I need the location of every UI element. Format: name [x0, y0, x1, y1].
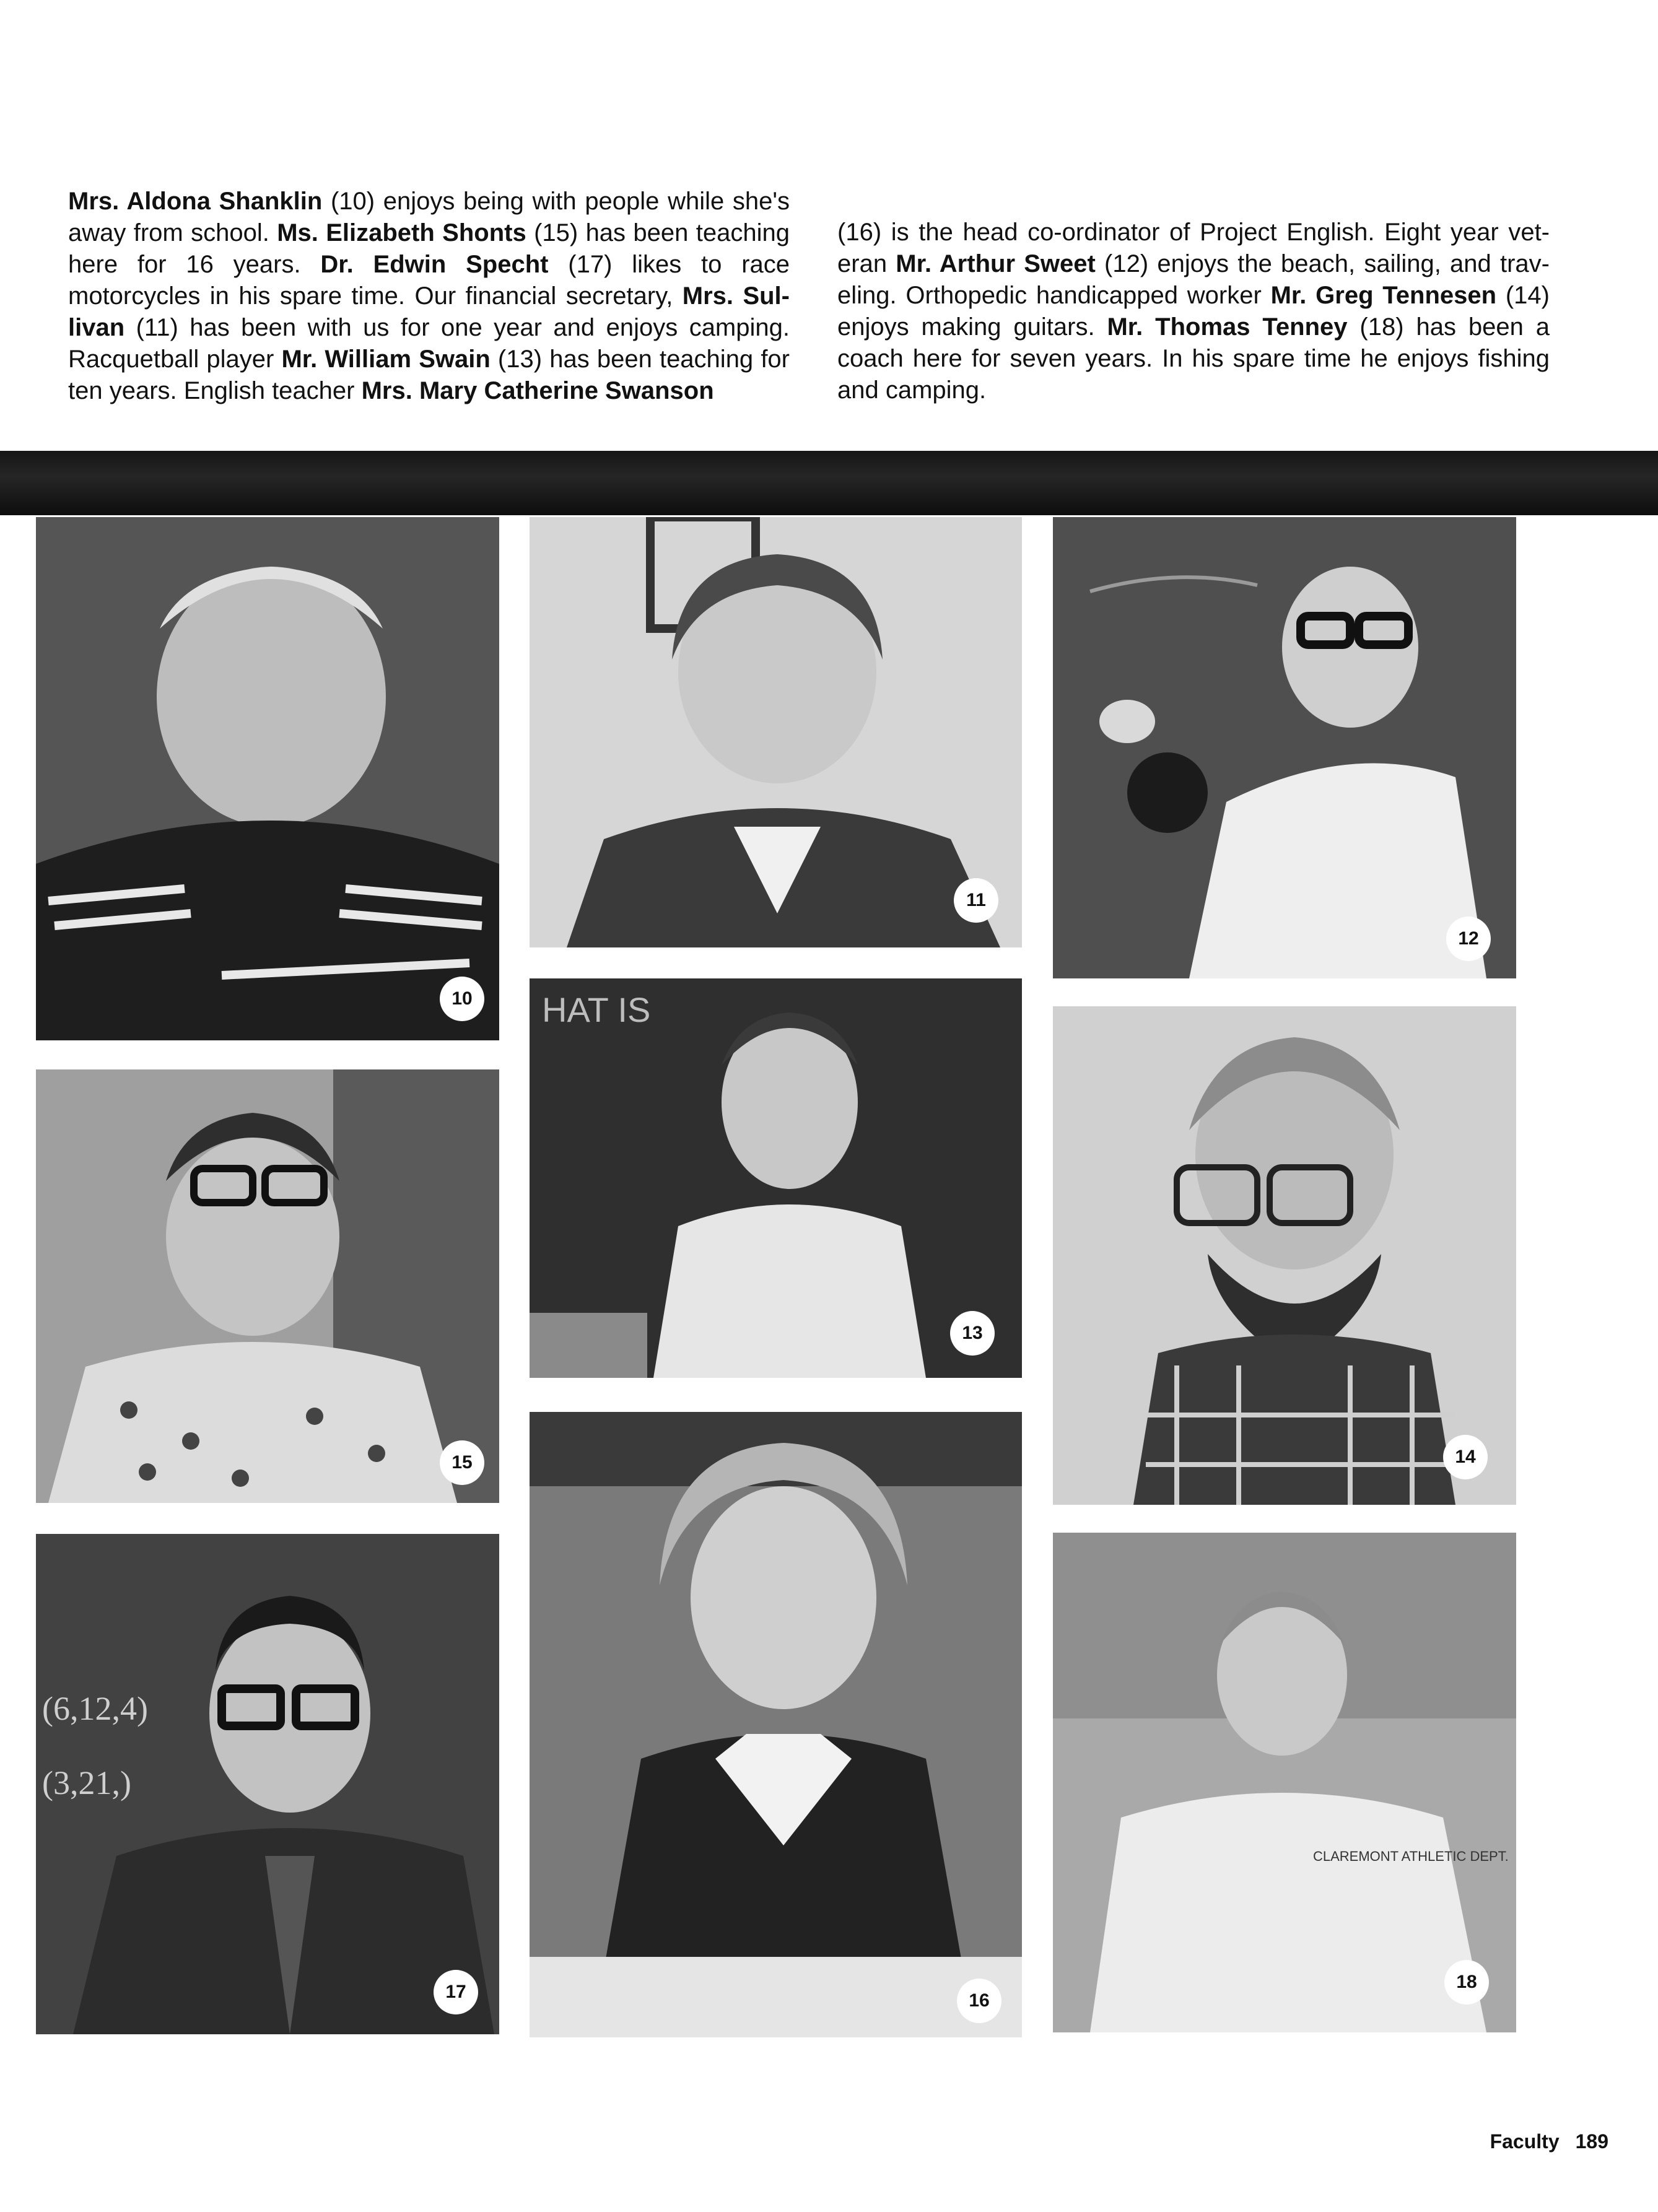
photo-number-badge: 10	[440, 977, 484, 1021]
svg-text:HAT IS: HAT IS	[542, 990, 651, 1029]
caption-text: (13) has been teaching for ten years. English teacher	[68, 346, 790, 404]
caption-name: Mr. Arthur Sweet	[896, 250, 1096, 277]
portrait-man-white-shirt	[530, 978, 1022, 1378]
svg-text:(3,21,): (3,21,)	[42, 1764, 131, 1801]
portrait-man-with-ball	[1053, 517, 1516, 978]
black-divider-band	[0, 451, 1658, 515]
caption-text: (16) is the head co-ordinator of Project English. Eight year vet- eran	[837, 219, 1550, 277]
caption-text: (11) has been with us for one year and enjoys camping. Racquetball player	[68, 314, 790, 373]
photo-number-badge: 13	[950, 1311, 995, 1356]
page-footer	[1474, 2130, 1608, 2153]
caption-left-column	[68, 186, 790, 407]
photo-15	[36, 1069, 499, 1503]
caption-right-column	[837, 217, 1550, 406]
caption-name: Mr. Thomas Tenney	[1107, 313, 1348, 341]
photo-number-badge: 11	[954, 878, 998, 923]
caption-name: Ms. Elizabeth Shonts	[277, 219, 526, 246]
portrait-man-glasses-plaid-jacket	[36, 1534, 499, 2034]
photo-number-badge: 15	[440, 1440, 484, 1485]
portrait-bearded-man-plaid	[1053, 1006, 1516, 1505]
page-number: 189	[1575, 2130, 1608, 2153]
portrait-coach-polo-shirt	[1053, 1533, 1516, 2032]
portrait-woman-floral-blouse	[530, 517, 1022, 947]
photo-11	[530, 517, 1022, 947]
photo-14	[1053, 1006, 1516, 1505]
caption-name: Mrs. Aldona Shanklin	[68, 188, 323, 215]
photo-18	[1053, 1533, 1516, 2032]
caption-text: (12) enjoys the beach, sailing, and trav- eling. Orthopedic handicapped worker	[837, 250, 1550, 309]
caption-name: Mrs. Sul- livan	[68, 282, 790, 341]
caption-text: (18) has been a coach here for seven years. In his spare time he enjoys fishing and camping.	[837, 313, 1550, 404]
photo-12	[1053, 517, 1516, 978]
caption-text: (17) likes to race motorcycles in his spare time. Our financial secretary,	[68, 251, 790, 310]
caption-name: Dr. Edwin Specht	[320, 251, 549, 278]
photo-13	[530, 978, 1022, 1378]
caption-text: (15) has been teaching here for 16 years.	[68, 219, 790, 278]
photo-number-badge: 16	[957, 1979, 1001, 2023]
photo-17	[36, 1534, 499, 2034]
caption-text: (14) enjoys making guitars.	[837, 282, 1550, 341]
portrait-woman-glasses-print-dress	[36, 1069, 499, 1503]
caption-name: Mr. Greg Tennesen	[1270, 282, 1497, 309]
portrait-woman-striped-shirt	[36, 517, 499, 1040]
photo-number-badge: 14	[1443, 1435, 1488, 1479]
photo-number-badge: 12	[1446, 917, 1491, 961]
portrait-woman-at-desk	[530, 1412, 1022, 2037]
photo-number-badge: 17	[434, 1970, 478, 2014]
photo-number-badge: 18	[1444, 1960, 1489, 2005]
footer-section: Faculty	[1490, 2130, 1560, 2153]
caption-text: (10) enjoys being with people while she's away from school.	[68, 188, 790, 246]
photo-16	[530, 1412, 1022, 2037]
caption-name: Mrs. Mary Catherine Swanson	[361, 377, 714, 404]
photo-10	[36, 517, 499, 1040]
svg-text:(6,12,4): (6,12,4)	[42, 1690, 148, 1727]
caption-name: Mr. William Swain	[281, 346, 491, 373]
svg-text:CLAREMONT ATHLETIC DEPT.: CLAREMONT ATHLETIC DEPT.	[1313, 1848, 1509, 1864]
